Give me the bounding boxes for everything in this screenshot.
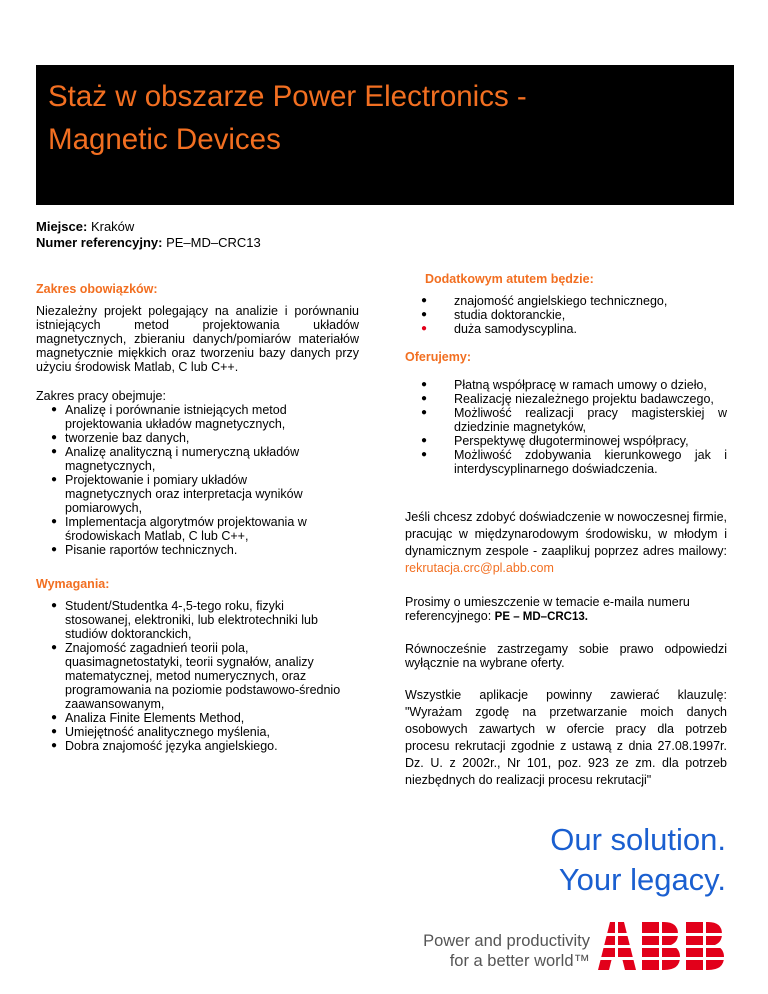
tagline-line-1: Power and productivity — [423, 932, 590, 950]
bullet-icon: ● — [421, 323, 428, 334]
list-item-text: tworzenie baz danych, — [65, 431, 190, 445]
bullet-icon: ● — [51, 740, 58, 751]
left-column — [36, 280, 359, 753]
list-item — [36, 543, 336, 557]
title-line-1: Staż w obszarze Power Electronics - — [48, 80, 527, 113]
list-item — [405, 434, 727, 448]
bullet-icon: ● — [51, 726, 58, 737]
list-item-text: Implementacja algorytmów projektowania w środowiskach Matlab, C lub C++, — [65, 515, 307, 543]
list-item — [36, 431, 336, 445]
bullet-icon: ● — [51, 600, 58, 611]
apply-paragraph — [405, 509, 727, 577]
list-item-text: Pisanie raportów technicznych. — [65, 543, 238, 557]
list-item — [405, 294, 727, 308]
list-item-text: Perspektywę długoterminowej współpracy, — [454, 434, 689, 448]
list-item — [405, 308, 727, 322]
apply-text: Jeśli chcesz zdobyć doświadczenie w nowoczesnej firmie, pracując w międzynarodowym środowisku, w młodym i dynamicznym zespole - zaaplikuj poprzez adres mailowy: — [405, 510, 727, 558]
location-value: Kraków — [90, 219, 135, 234]
list-item — [36, 725, 341, 739]
reference-note — [405, 595, 727, 624]
list-item — [405, 406, 727, 434]
bullet-icon: ● — [51, 432, 58, 443]
page-title — [48, 75, 708, 161]
list-item-text: Możliwość realizacji pracy magisterskiej w dziedzinie magnetyków, — [454, 406, 727, 434]
list-item — [36, 711, 341, 725]
reference-value: PE–MD–CRC13 — [166, 235, 261, 250]
title-banner — [36, 65, 734, 205]
list-item-text: Analizę i porównanie istniejących metod projektowania układów magnetycznych, — [65, 403, 287, 431]
bullet-icon: ● — [421, 407, 428, 418]
requirements-list — [36, 599, 341, 753]
list-item-text: duża samodyscyplina. — [454, 322, 577, 336]
reference-row — [36, 235, 261, 251]
list-item-text: Dobra znajomość języka angielskiego. — [65, 739, 278, 753]
email-link[interactable]: rekrutacja.crc@pl.abb.com — [405, 561, 554, 575]
list-item-text: Znajomość zagadnień teorii pola, quasimagnetostatyki, teorii sygnałów, analizy matematycznej, metod numerycznych, oraz programowania na poziomie podstawowo-średnio zaawansowanym, — [65, 641, 341, 711]
reference-code: PE – MD–CRC13. — [494, 611, 588, 623]
list-item-text: studia doktoranckie, — [454, 308, 566, 322]
list-item — [36, 445, 336, 473]
list-item — [36, 739, 341, 753]
reference-note-text: Prosimy o umieszczenie w temacie e-maila numeru referencyjnego: — [405, 595, 690, 623]
list-item — [405, 392, 727, 406]
bullet-icon: ● — [421, 435, 428, 446]
bullet-icon: ● — [421, 295, 428, 306]
abb-logo — [598, 922, 724, 970]
bullet-icon: ● — [421, 379, 428, 390]
title-line-2: Magnetic Devices — [48, 123, 281, 156]
list-item — [36, 403, 336, 431]
tagline-line-2: for a better world™ — [449, 952, 590, 970]
slogan-line-1: Our solution. — [550, 822, 726, 857]
offer-list — [405, 378, 727, 476]
requirements-heading: Wymagania: — [36, 577, 110, 591]
bullet-icon: ● — [51, 516, 58, 527]
reference-label: Numer referencyjny: — [36, 235, 163, 250]
bullet-icon: ● — [51, 712, 58, 723]
location-label: Miejsce: — [36, 219, 88, 234]
list-item-text: Analizę analityczną i numeryczną układów magnetycznych, — [65, 445, 300, 473]
bullet-icon: ● — [51, 642, 58, 653]
list-item-text: Umiejętność analitycznego myślenia, — [65, 725, 270, 739]
list-item — [36, 473, 336, 515]
list-item-text: Student/Studentka 4-,5-tego roku, fizyki stosowanej, elektroniki, lub elektrotechniki lub studiów doktoranckich, — [65, 599, 318, 641]
right-column — [405, 272, 727, 789]
duties-list — [36, 403, 336, 557]
consent-clause: Wszystkie aplikacje powinny zawierać klauzulę: "Wyrażam zgodę na przetwarzanie moich danych osobowych zawartych w ofercie pracy dla potrzeb procesu rekrutacji zgodnie z ustawą z dnia 27.08.1997r. Dz. U. z 2002r., Nr 101, poz. 923 ze zm. dla potrzeb niezbędnych do realizacji procesu rekrutacji" — [405, 688, 727, 787]
list-item — [405, 378, 727, 392]
bullet-icon: ● — [421, 393, 428, 404]
bullet-icon: ● — [421, 309, 428, 320]
slogan — [550, 820, 726, 900]
list-item-text: znajomość angielskiego technicznego, — [454, 294, 668, 308]
list-item-text: Możliwość zdobywania kierunkowego jak i interdyscyplinarnego doświadczenia. — [454, 448, 727, 476]
tagline — [390, 931, 590, 971]
list-item — [405, 322, 727, 336]
reserve-note: Równocześnie zastrzegamy sobie prawo odpowiedzi wyłącznie na wybrane oferty. — [405, 642, 727, 670]
bullet-icon: ● — [421, 449, 428, 460]
list-item — [36, 599, 341, 641]
list-item-text: Płatną współpracę w ramach umowy o dzieło, — [454, 378, 707, 392]
list-item — [405, 448, 727, 476]
location-row — [36, 219, 261, 235]
duties-heading: Zakres obowiązków: — [36, 282, 158, 296]
list-item-text: Projektowanie i pomiary układów magnetycznych oraz interpretacja wyników pomiarowych, — [65, 473, 303, 515]
scope-label: Zakres pracy obejmuje: — [36, 389, 166, 403]
list-item-text: Analiza Finite Elements Method, — [65, 711, 245, 725]
slogan-line-2: Your legacy. — [558, 862, 726, 897]
bonus-heading: Dodatkowym atutem będzie: — [425, 272, 594, 286]
duties-intro: Niezależny projekt polegający na analizie i porównaniu istniejących metod projektowania układów magnetycznych, zbieraniu danych/pomiarów materiałów magnetycznie miękkich oraz tworzeniu bazy danych przy użyciu środowisk Matlab, C lub C++. — [36, 304, 359, 374]
offer-heading: Oferujemy: — [405, 350, 471, 364]
list-item — [36, 515, 336, 543]
bullet-icon: ● — [51, 474, 58, 485]
bullet-icon: ● — [51, 404, 58, 415]
bullet-icon: ● — [51, 446, 58, 457]
bonus-list — [405, 294, 727, 336]
list-item — [36, 641, 341, 711]
list-item-text: Realizację niezależnego projektu badawczego, — [454, 392, 714, 406]
bullet-icon: ● — [51, 544, 58, 555]
job-meta — [36, 219, 261, 251]
